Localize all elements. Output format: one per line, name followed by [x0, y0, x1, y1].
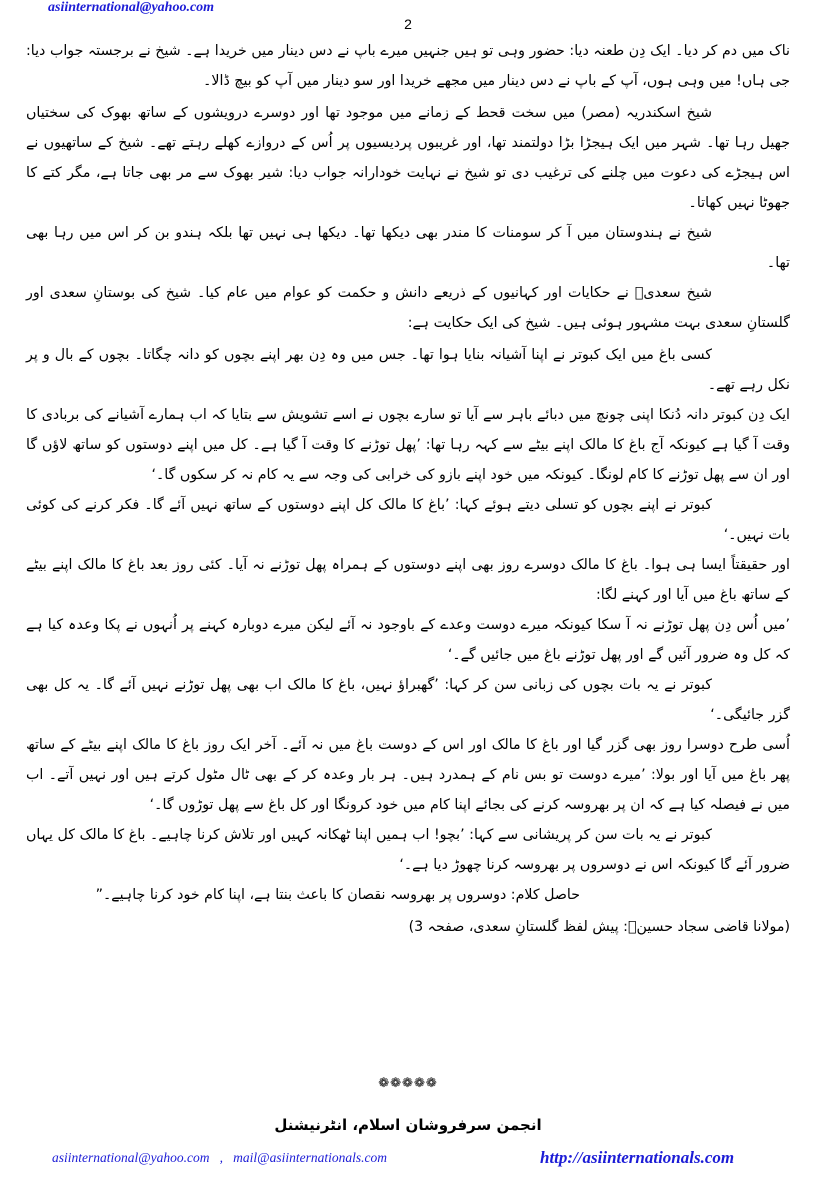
- footer-url[interactable]: http://asiinternationals.com: [540, 1148, 735, 1167]
- paragraph-4: شیخ سعدیؔ نے حکایات اور کہانیوں کے ذریعے دانش و حکمت کو عوام میں عام کیا۔ شیخ کی بوستانِ سعدی اور گلستانِ سعدی بہت مشہور ہوئی ہیں۔ شیخ کی ایک حکایت ہے:: [26, 285, 790, 331]
- organization-name: انجمن سرفروشان اسلام، انٹرنیشنل: [274, 1116, 542, 1134]
- paragraph-1: ناک میں دم کر دیا۔ ایک دِن طعنہ دیا: حضور وہی تو ہیں جنہیں میرے باپ نے دس دینار میں خریدا ہے۔ شیخ نے برجستہ جواب دیا: جی ہاں! میں وہی ہوں، آپ کے باپ نے دس دینار میں مجھے خریدا اور سو دینار میں آپ کو بیچ ڈالا۔: [26, 43, 790, 89]
- paragraph-7: کبوتر نے اپنے بچوں کو تسلی دیتے ہوئے کہا: ’باغ کا مالک کل اپنے دوستوں کے ساتھ نہیں آئے گا۔ فکر کرنے کی کوئی بات نہیں۔‘: [26, 497, 790, 543]
- conclusion: حاصل کلام: دوسروں پر بھروسہ نقصان کا باعث بنتا ہے، اپنا کام خود کرنا چاہیے۔”: [95, 887, 580, 903]
- paragraph-12: کبوتر نے یہ بات سن کر پریشانی سے کہا: ’بچو! اب ہمیں اپنا ٹھکانہ کہیں اور تلاش کرنا چاہیے۔ باغ کا مالک کل یہاں ضرور آئے گا کیونکہ اس نے دوسروں پر بھروسہ کرنا چھوڑ دیا ہے۔‘: [26, 827, 790, 873]
- paragraph-9: ’میں اُس دِن پھل توڑنے نہ آ سکا کیونکہ میرے دوست وعدے کے باوجود نہ آئے لیکن میرے دوبارہ کہنے پر اُنہوں نے پکا وعدہ کیا ہے کہ کل وہ ضرور آئیں گے اور پھل توڑنے باغ میں جائیں گے۔‘: [26, 617, 790, 663]
- document-body: [26, 36, 790, 942]
- paragraph-11: اُسی طرح دوسرا روز بھی گزر گیا اور باغ کا مالک اور اس کے دوست باغ میں نہ آئے۔ آخر ایک روز باغ کا مالک اپنے بیٹے کے ساتھ پھر باغ میں آیا اور بولا: ’میرے دوست تو بس نام کے ہمدرد ہیں۔ ہر بار وعدہ کر کے بھی ٹال مٹول کرتے ہیں اور نہیں آتے۔ اب میں نے فیصلہ کیا ہے کہ ان پر بھروسہ کرنے کی بجائے اپنا کام میں خود کرونگا اور کل باغ سے پھل توڑوں گا۔‘: [26, 737, 790, 813]
- paragraph-5: کسی باغ میں ایک کبوتر نے اپنا آشیانہ بنایا ہوا تھا۔ جس میں وہ دِن بھر اپنے بچوں کو دانہ چگاتا۔ بچوں کے بال و پر نکل رہے تھے۔: [26, 347, 790, 393]
- page-number: 2: [404, 16, 412, 32]
- paragraph-3: شیخ نے ہندوستان میں آ کر سومنات کا مندر بھی دیکھا تھا۔ دیکھا ہی نہیں تھا بلکہ ہندو بن کر اس میں رہا بھی تھا۔: [26, 225, 790, 271]
- header-email[interactable]: asiinternational@yahoo.com: [48, 0, 215, 15]
- footer-emails[interactable]: asiinternational@yahoo.com , mail@asiinternationals.com: [52, 1150, 387, 1165]
- paragraph-2: شیخ اسکندریہ (مصر) میں سخت قحط کے زمانے میں موجود تھا اور دوسرے درویشوں کے ساتھ بھوک کی سختیاں جھیل رہا تھا۔ شہر میں ایک ہیجڑا بڑا دولتمند تھا، اور غریبوں پردیسیوں پر اُس کے دروازے کھلے رہتے تھے۔ شیخ کے ساتھیوں نے اس ہیجڑے کی دعوت میں چلنے کی ترغیب دی تو شیخ نے نہایت خودارانہ جواب دیا: شیر بھوک سے مر بھی جاتا ہے، مگر کتے کا جھوٹا نہیں کھاتا۔: [26, 105, 790, 211]
- paragraph-10: کبوتر نے یہ بات بچوں کی زبانی سن کر کہا: ’گھبراؤ نہیں، باغ کا مالک اب بھی پھل توڑنے نہیں آئے گا۔ یہ کل بھی گزر جائیگی۔‘: [26, 677, 790, 723]
- paragraph-8: اور حقیقتاً ایسا ہی ہوا۔ باغ کا مالک دوسرے روز بھی اپنے دوستوں کے ہمراہ پھل توڑنے نہ آیا۔ کئی روز بعد باغ کا مالک اپنے بیٹے کے ساتھ باغ میں آیا اور کہنے لگا:: [26, 557, 790, 603]
- citation: (مولانا قاضی سجاد حسینؒ: پیش لفظ گلستانِ سعدی، صفحہ 3): [408, 919, 790, 935]
- paragraph-6: ایک دِن کبوتر دانہ دُنکا اپنی چونچ میں دبائے باہر سے آیا تو سارے بچوں نے اسے تشویش سے بتایا کہ اب ہمارے آشیانے کی بربادی کا وقت آ گیا ہے کیونکہ آج باغ کا مالک اپنے بیٹے سے کہہ رہا تھا: ’پھل توڑنے کا وقت آ گیا ہے۔ کل میں اپنے دوستوں کو ساتھ لاؤں گا اور ان سے پھل توڑنے کا کام لونگا۔ کیونکہ میں خود اپنے بازو کی خرابی کی وجہ سے یہ کام نہ کر سکوں گا۔‘: [26, 407, 790, 483]
- ornament-divider: ❁❁❁❁❁: [378, 1076, 438, 1091]
